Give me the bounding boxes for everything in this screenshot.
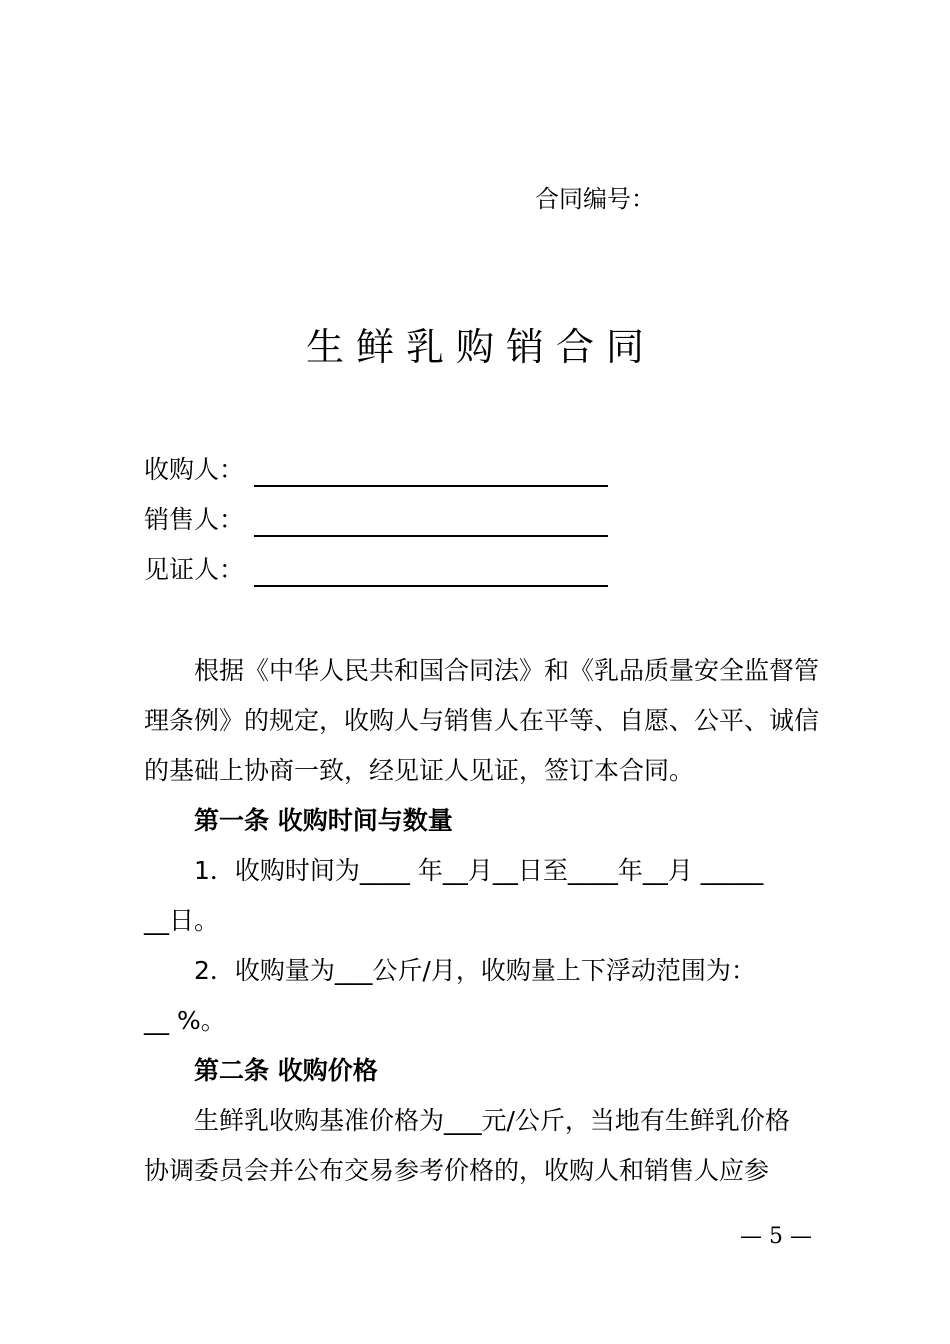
party-seller bbox=[144, 503, 608, 537]
party-seller-blank bbox=[254, 505, 608, 537]
article-2-heading: 第二条 收购价格 bbox=[194, 1056, 378, 1085]
party-witness-blank bbox=[254, 555, 608, 587]
article-1-item-1-line-2: __日。 bbox=[144, 906, 220, 935]
article-1-heading: 第一条 收购时间与数量 bbox=[194, 806, 453, 835]
party-witness-label: 见证人： bbox=[144, 555, 245, 584]
contract-number-label: 合同编号： bbox=[535, 185, 655, 213]
article-1-item-2-line-1: 2．收购量为___公斤/月，收购量上下浮动范围为： bbox=[194, 956, 756, 985]
article-2-line-1: 生鲜乳收购基准价格为___元/公斤，当地有生鲜乳价格 bbox=[194, 1106, 790, 1135]
party-seller-label: 销售人： bbox=[144, 505, 245, 534]
article-1-item-1-line-1: 1．收购时间为____ 年__月__日至____年__月 _____ bbox=[194, 856, 764, 885]
article-1-item-2-line-2: __ %。 bbox=[144, 1006, 226, 1035]
party-buyer-label: 收购人： bbox=[144, 455, 245, 484]
preamble-line-3: 的基础上协商一致，经见证人见证，签订本合同。 bbox=[144, 756, 695, 785]
party-buyer-blank bbox=[254, 455, 608, 487]
page-number: — 5 — bbox=[740, 1224, 812, 1249]
party-witness bbox=[144, 553, 608, 587]
preamble-line-1: 根据《中华人民共和国合同法》和《乳品质量安全监督管 bbox=[194, 656, 820, 685]
article-2-line-2: 协调委员会并公布交易参考价格的，收购人和销售人应参 bbox=[144, 1156, 770, 1185]
document-title: 生鲜乳购销合同 bbox=[305, 325, 656, 369]
preamble-line-2: 理条例》的规定，收购人与销售人在平等、自愿、公平、诚信 bbox=[144, 706, 820, 735]
party-buyer bbox=[144, 453, 608, 487]
